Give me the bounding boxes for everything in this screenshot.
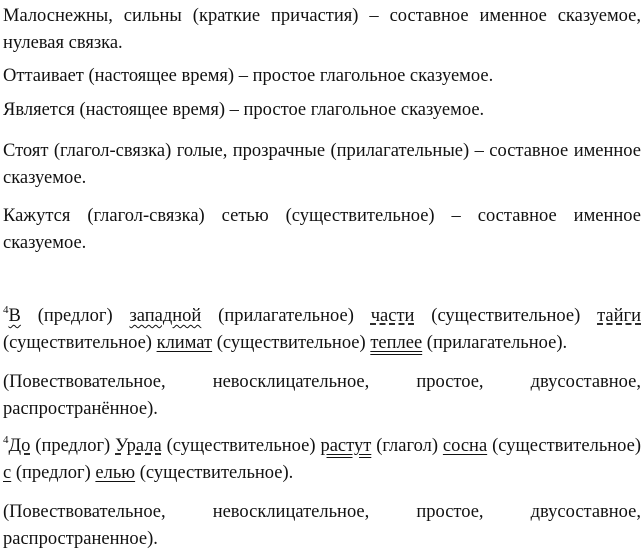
word-subject: сосна <box>442 436 488 456</box>
word-noun: части <box>370 306 415 326</box>
footnote-marker: 4 <box>3 304 9 316</box>
word-note: (существительное) <box>212 333 371 353</box>
word-note: (существительное) <box>414 306 598 326</box>
word-preposition: с <box>3 463 12 483</box>
word-preposition: В <box>8 306 21 326</box>
word-preposition: До <box>8 436 31 456</box>
word-note: (предлог) <box>11 463 96 483</box>
sentence-characteristics-2: (Повествовательное, невосклицательное, простое, двусоставное, распространенное). <box>3 502 641 549</box>
word-noun: Урала <box>115 436 162 456</box>
paragraph-predicate-5: Кажутся (глагол-связка) сетью (существительное) – составное именное сказуемое. <box>3 206 641 253</box>
word-note: (предлог) <box>20 306 130 326</box>
word-note: (прилагательное). <box>422 333 568 353</box>
word-note: (предлог) <box>30 436 116 456</box>
word-noun: тайги <box>597 306 641 326</box>
word-predicate: растут <box>320 436 372 456</box>
word-subject: климат <box>156 333 213 353</box>
sentence-analysis-1 <box>3 303 641 357</box>
paragraph-predicate-1: Малоснежны, сильны (краткие причастия) – составное именное сказуемое, нулевая связка. <box>3 6 641 53</box>
word-adjective: западной <box>129 306 202 326</box>
word-subject: елью <box>95 463 136 483</box>
word-note: (прилагательное) <box>201 306 371 326</box>
paragraph-predicate-4: Стоят (глагол-связка) голые, прозрачные (прилагательные) – составное именное сказуемое. <box>3 141 641 188</box>
sentence-analysis-2 <box>3 433 641 487</box>
footnote-marker: 4 <box>3 434 9 446</box>
word-note: (существительное). <box>135 463 294 483</box>
word-note: (глагол) <box>371 436 443 456</box>
word-predicate: теплее <box>370 333 423 353</box>
word-note: (существительное) <box>161 436 321 456</box>
paragraph-predicate-2: Оттаивает (настоящее время) – простое глагольное сказуемое. <box>3 66 494 86</box>
word-note: (существительное) <box>487 436 642 456</box>
sentence-characteristics-1: (Повествовательное, невосклицательное, простое, двусоставное, распространённое). <box>3 372 641 419</box>
paragraph-predicate-3: Является (настоящее время) – простое глагольное сказуемое. <box>3 100 485 120</box>
word-note: (существительное) <box>3 333 157 353</box>
